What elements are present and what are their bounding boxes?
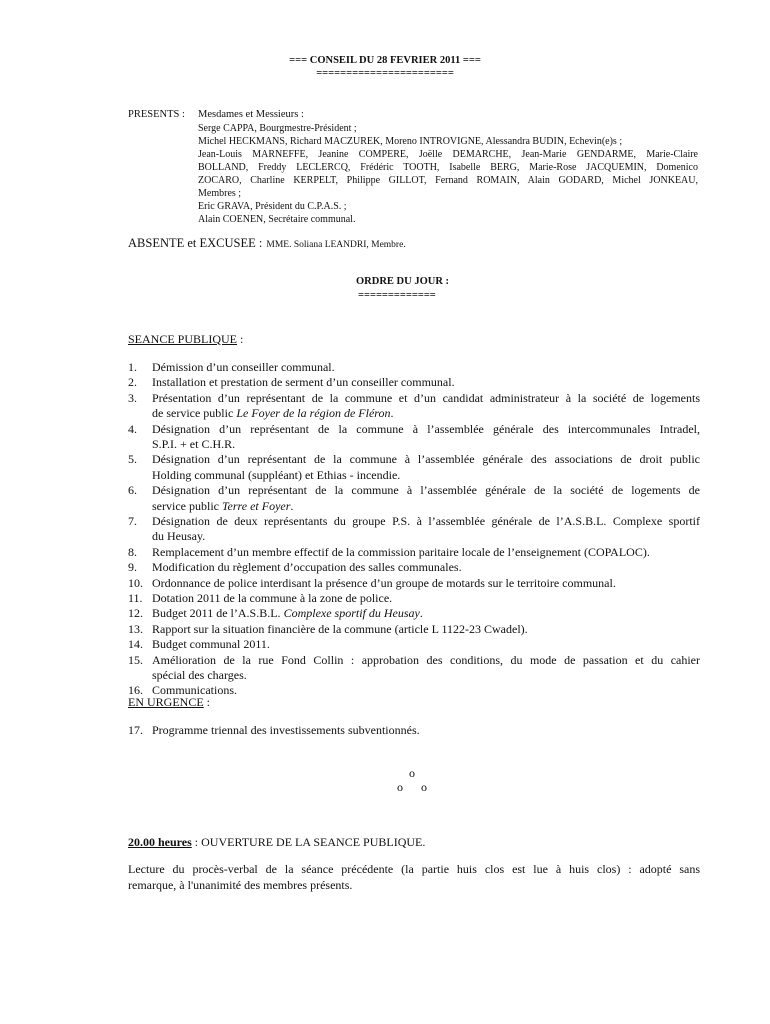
agenda-item [128,422,700,453]
item-number: 8. [128,544,137,559]
separator-mark: o [397,780,403,794]
item-text: Désignation d’un représentant de la commune à l’assemblée générale des intercommunales Intradel, [152,421,700,436]
agenda-item [128,653,700,684]
agenda-item [128,591,700,606]
item-number: 13. [128,621,143,636]
attendee-line: Jean-Louis MARNEFFE, Jeanine COMPERE, Joëlle DEMARCHE, Jean-Marie GENDARME, Marie-Claire [198,149,698,160]
item-text: Ordonnance de police interdisant la présence d’un groupe de motards sur le territoire communal. [152,575,616,590]
agenda-item [128,683,700,698]
urgence-heading [128,695,210,710]
attendee-line: ZOCARO, Charline KERPELT, Philippe GILLOT, Fernand ROMAIN, Alain GODARD, Michel JONKEAU, [198,175,698,186]
item-text-continued: S.P.I. + et C.H.R. [152,437,236,451]
attendee-line: Alain COENEN, Secrétaire communal. [198,214,356,225]
item-text: Démission d’un conseiller communal. [152,360,335,374]
agenda-item [128,576,700,591]
paragraph-line: remarque, à l'unanimité des membres présents. [128,877,353,892]
organization-name: Terre et Foyer [221,498,291,513]
item-number: 9. [128,560,137,575]
item-text-continued: spécial des charges. [152,668,247,682]
agenda-item [128,452,700,483]
agenda-item [128,622,700,637]
item-text: Désignation de deux représentants du groupe P.S. à l’assemblée générale de l’A.S.B.L. Complexe sportif [152,514,700,528]
agenda-item [128,545,700,560]
agenda-item [128,360,700,375]
item-number: 4. [128,421,137,436]
item-number: 16. [128,683,143,698]
separator-mark: o [409,766,415,780]
item-text-continued: de service public Le Foyer de la région de Fléron. [152,406,394,421]
absente-value: MME. Soliana LEANDRI, Membre. [266,240,406,250]
agenda-item [128,391,700,422]
item-number: 5. [128,452,137,467]
agenda-title-underline: ============= [358,290,436,301]
item-text: Remplacement d’un membre effectif de la commission paritaire locale de l’enseignement (COPALOC). [152,544,650,559]
attendee-line: Eric GRAVA, Président du C.P.A.S. ; [198,201,347,212]
paragraph-line: Lecture du procès-verbal de la séance précédente (la partie huis clos est lue à huis clos) : adopté sans [128,862,700,876]
item-text: Modification du règlement d’occupation des salles communales. [152,560,462,575]
urgence-label: EN URGENCE [128,695,204,709]
presents-label: PRESENTS : [128,109,185,120]
absente-line [128,234,406,252]
item-number: 10. [128,575,143,590]
agenda-title: ORDRE DU JOUR : [356,276,450,287]
item-text: Désignation d’un représentant de la commune à l’assemblée générale des associations de droit public [152,452,700,467]
item-number: 1. [128,360,137,374]
presents-intro: Mesdames et Messieurs : [198,109,304,120]
agenda-item [128,723,700,738]
item-number: 2. [128,375,137,390]
item-number: 6. [128,483,137,498]
opening-line [128,835,425,850]
attendee-list [198,122,698,226]
attendee-line: Serge CAPPA, Bourgmestre-Président ; [198,123,357,134]
agenda-item [128,375,700,390]
item-text: Installation et prestation de serment d’un conseiller communal. [152,375,455,390]
separator-mark: o [421,780,427,794]
item-text: Budget communal 2011. [152,637,270,652]
item-text: Dotation 2011 de la commune à la zone de police. [152,591,393,605]
item-text: Amélioration de la rue Fond Collin : approbation des conditions, du mode de passation et du cahier [152,652,700,667]
item-number: 17. [128,723,143,737]
item-number: 7. [128,514,137,528]
agenda-item [128,560,700,575]
absente-label: ABSENTE et EXCUSEE : [128,236,263,250]
item-text: Présentation d’un représentant de la commune et d’un candidat administrateur à la société de logements [152,390,700,405]
item-text-continued: du Heusay. [152,529,206,544]
item-number: 11. [128,591,143,605]
item-number: 14. [128,637,143,652]
item-text: Budget 2011 de l’A.S.B.L. Complexe sportif du Heusay. [152,606,423,621]
item-number: 15. [128,652,143,667]
heading-colon: : [203,695,211,709]
item-text-continued: service public Terre et Foyer. [152,498,294,513]
title-underline: ======================= [316,68,454,79]
agenda-item [128,606,700,621]
opening-time: 20.00 heures [128,835,192,849]
item-number: 12. [128,606,143,621]
minutes-paragraph [128,862,700,893]
item-text: Rapport sur la situation financière de la commune (article L 1122-23 Cwadel). [152,621,528,636]
item-text: Communications. [152,683,237,698]
agenda-item [128,483,700,514]
seance-publique-label: SEANCE PUBLIQUE [128,332,238,346]
agenda-item [128,514,700,545]
item-text: Désignation d’un représentant de la commune à l’assemblée générale de la société de logements de [152,483,700,498]
seance-publique-heading [128,332,243,347]
agenda-item [128,637,700,652]
item-text-continued: Holding communal (suppléant) et Ethias - incendie. [152,467,401,482]
attendee-line: BOLLAND, Freddy LECLERCQ, Frédéric TOOTH, Isabelle BERG, Marie-Rose JACQUEMIN, Domenico [198,162,698,173]
attendee-line: Membres ; [198,188,242,199]
attendee-line: Michel HECKMANS, Richard MACZUREK, Moreno INTROVIGNE, Alessandra BUDIN, Echevin(e)s ; [198,136,623,147]
organization-name: Le Foyer de la région de Fléron [236,406,391,421]
item-text: Programme triennal des investissements subventionnés. [152,723,420,737]
organization-name: Complexe sportif du Heusay [283,606,420,621]
heading-colon: : [237,332,244,346]
item-number: 3. [128,390,137,405]
document-title: === CONSEIL DU 28 FEVRIER 2011 === [289,55,481,66]
opening-text: : OUVERTURE DE LA SEANCE PUBLIQUE. [191,835,426,849]
